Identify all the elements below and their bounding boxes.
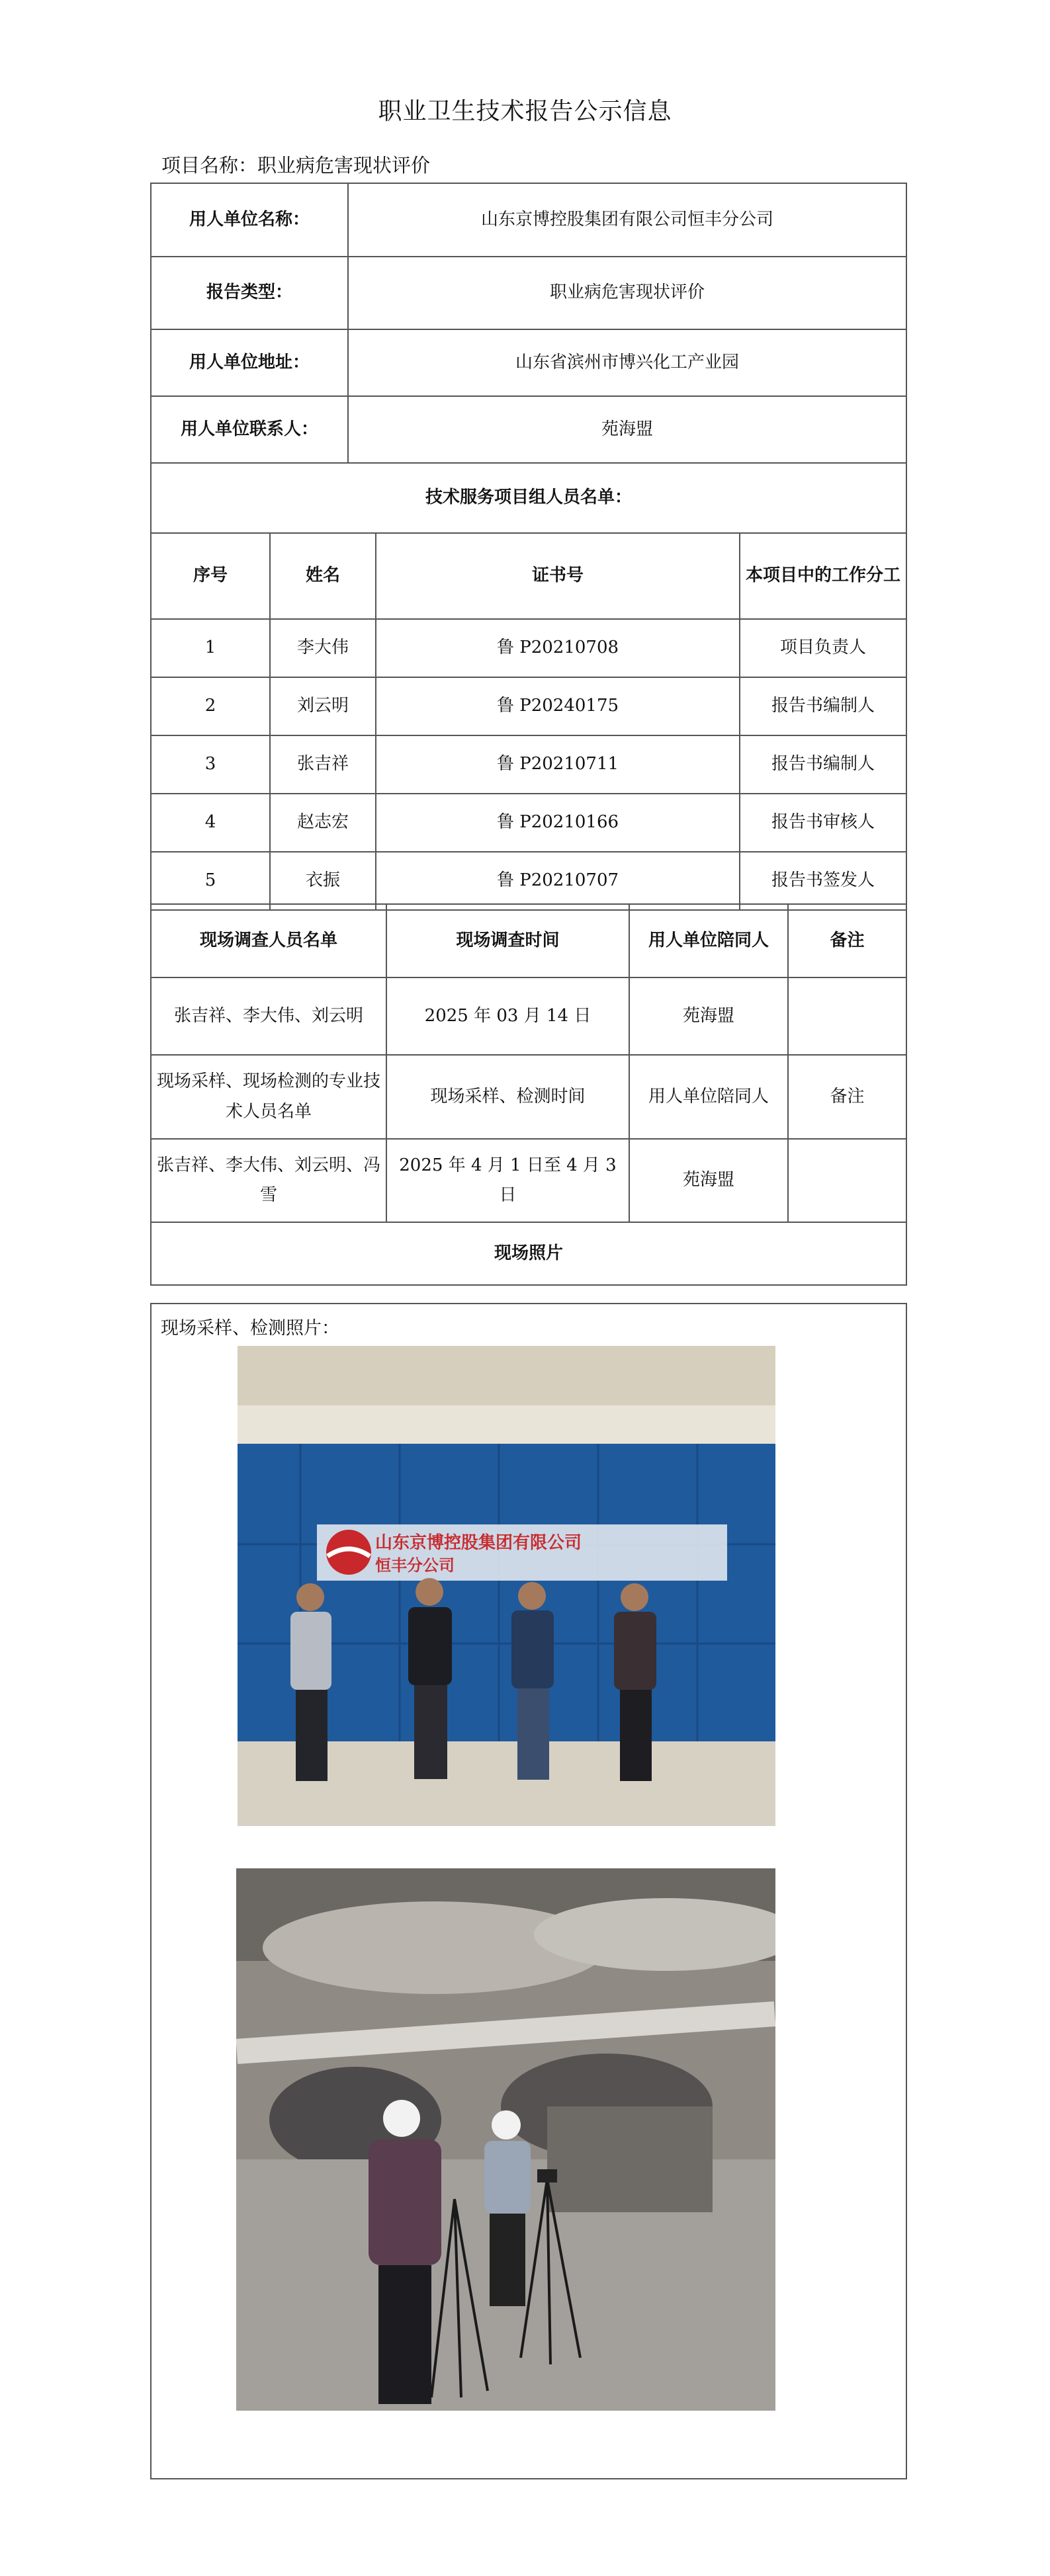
sampling-header-staff: 现场采样、现场检测的专业技术人员名单 [151, 1055, 386, 1139]
survey-header-remark: 备注 [788, 904, 906, 977]
team-cert: 鲁 P20210711 [376, 735, 740, 794]
team-no: 2 [151, 677, 270, 735]
survey-remark [788, 977, 906, 1055]
team-header-name: 姓名 [270, 533, 376, 619]
team-name: 张吉祥 [270, 735, 376, 794]
group-photo [238, 1346, 775, 1826]
team-cert: 鲁 P20210707 [376, 852, 740, 910]
team-name: 李大伟 [270, 619, 376, 677]
team-cert: 鲁 P20210708 [376, 619, 740, 677]
table-row [151, 852, 906, 910]
team-header-cert: 证书号 [376, 533, 740, 619]
survey-table [150, 903, 907, 1286]
sampling-escort: 苑海盟 [629, 1139, 788, 1222]
table-row [151, 677, 906, 735]
sampling-staff: 张吉祥、李大伟、刘云明、冯雪 [151, 1139, 386, 1222]
sampling-remark [788, 1139, 906, 1222]
contact: 苑海盟 [348, 396, 906, 463]
team-cert: 鲁 P20240175 [376, 677, 740, 735]
table-row [151, 735, 906, 794]
team-role: 报告书签发人 [740, 852, 906, 910]
contact-label: 用人单位联系人： [151, 396, 348, 463]
photos-section-label: 现场照片 [151, 1222, 906, 1285]
address-label: 用人单位地址： [151, 329, 348, 396]
sign-line-2: 恒丰分公司 [375, 1556, 455, 1575]
sampling-header-time: 现场采样、检测时间 [386, 1055, 629, 1139]
survey-header-staff: 现场调查人员名单 [151, 904, 386, 977]
team-role: 报告书审核人 [740, 794, 906, 852]
photo-caption: 现场采样、检测照片： [161, 1318, 339, 1339]
survey-header-escort: 用人单位陪同人 [629, 904, 788, 977]
table-row [151, 977, 906, 1055]
team-no: 1 [151, 619, 270, 677]
team-heading: 技术服务项目组人员名单： [151, 463, 906, 533]
team-cert: 鲁 P20210166 [376, 794, 740, 852]
employer-name-label: 用人单位名称： [151, 183, 348, 257]
team-header-no: 序号 [151, 533, 270, 619]
address: 山东省滨州市博兴化工产业园 [348, 329, 906, 396]
info-table [150, 183, 907, 911]
team-name: 衣振 [270, 852, 376, 910]
survey-time: 2025 年 03 月 14 日 [386, 977, 629, 1055]
photo-section [150, 1303, 907, 2479]
table-row [151, 619, 906, 677]
employer-name: 山东京博控股集团有限公司恒丰分公司 [348, 183, 906, 257]
table-row [151, 794, 906, 852]
team-role: 报告书编制人 [740, 735, 906, 794]
table-row [151, 1139, 906, 1222]
page-title: 职业卫生技术报告公示信息 [378, 98, 672, 125]
sampling-photo [236, 1868, 775, 2411]
sampling-header-escort: 用人单位陪同人 [629, 1055, 788, 1139]
project-name: 项目名称：职业病危害现状评价 [161, 154, 431, 177]
team-name: 刘云明 [270, 677, 376, 735]
team-header-role: 本项目中的工作分工 [740, 533, 906, 619]
sampling-time: 2025 年 4 月 1 日至 4 月 3 日 [386, 1139, 629, 1222]
sign-line-1: 山东京博控股集团有限公司 [375, 1533, 582, 1553]
team-role: 项目负责人 [740, 619, 906, 677]
sampling-header-remark: 备注 [788, 1055, 906, 1139]
team-name: 赵志宏 [270, 794, 376, 852]
team-role: 报告书编制人 [740, 677, 906, 735]
survey-staff: 张吉祥、李大伟、刘云明 [151, 977, 386, 1055]
team-no: 3 [151, 735, 270, 794]
team-no: 5 [151, 852, 270, 910]
survey-header-time: 现场调查时间 [386, 904, 629, 977]
report-type-label: 报告类型： [151, 257, 348, 329]
survey-escort: 苑海盟 [629, 977, 788, 1055]
team-no: 4 [151, 794, 270, 852]
report-type: 职业病危害现状评价 [348, 257, 906, 329]
